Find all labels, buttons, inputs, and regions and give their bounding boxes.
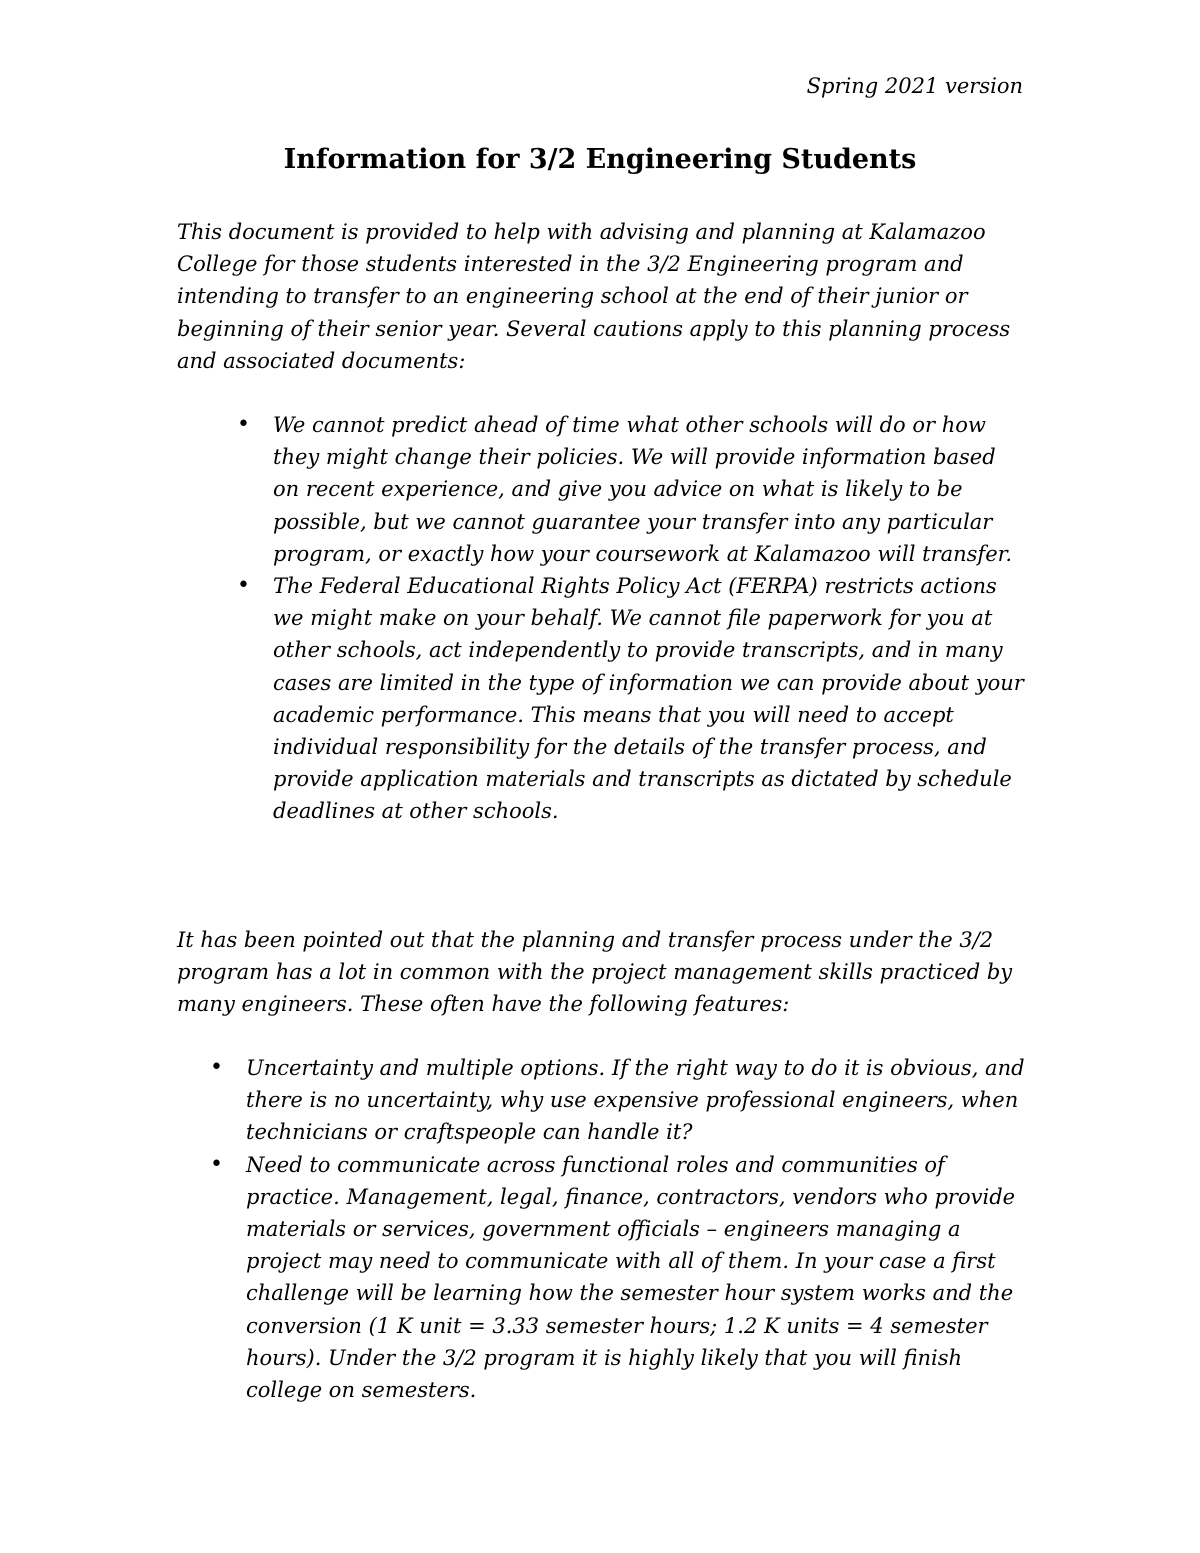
closing-paragraph: It has been pointed out that the planning and transfer process under the 3/2 program has a lot in common with the project management skills practiced by many engineers. These often have the following features:: [177, 928, 1013, 1017]
intro-paragraph: This document is provided to help with advising and planning at Kalamazoo College for those students interested in the 3/2 Engineering program and intending to transfer to an engineering school at the end of their junior or beginning of their senior year. Several cautions apply to this planning process and associated documents:: [177, 220, 1011, 373]
page-title: Information for 3/2 Engineering Students: [283, 144, 917, 175]
bullet-icon: •: [237, 412, 250, 437]
bullet-icon: •: [210, 1055, 223, 1080]
list-item: [237, 409, 1028, 570]
list-item: [237, 570, 1028, 828]
version-label: Spring 2021 version: [806, 74, 1023, 98]
cautions-list: [237, 409, 1028, 828]
bullet-icon: •: [237, 573, 250, 599]
list-item: [210, 1149, 1028, 1407]
list-item-text: Need to communicate across functional roles and communities of practice. Management, legal, finance, contractors, vendors who provide materials or services, government officials – engineers managing a project may need to communicate with all of them. In your case a first challenge will be learning how the semester hour system works and the conversion (1 K unit = 3.33 semester hours; 1.2 K units = 4 semester hours). Under the 3/2 program it is highly likely that you will finish college on semesters.: [246, 1152, 1016, 1403]
list-item-text: Uncertainty and multiple options. If the right way to do it is obvious, and there is no uncertainty, why use expensive professional engineers, when technicians or craftspeople can handle it?: [246, 1056, 1025, 1145]
list-item-text: The Federal Educational Rights Policy Act (FERPA) restricts actions we might make on your behalf. We cannot file paperwork for you at other schools, act independently to provide transcripts, and in many cases are limited in the type of information we can provide about your academic performance. This means that you will need to accept individual responsibility for the details of the transfer process, and provide application materials and transcripts as dictated by schedule deadlines at other schools.: [273, 574, 1024, 824]
bullet-icon: •: [210, 1151, 223, 1177]
features-list: [210, 1052, 1028, 1406]
list-item-text: We cannot predict ahead of time what other schools will do or how they might change their policies. We will provide information based on recent experience, and give you advice on what is likely to be possible, but we cannot guarantee your transfer into any particular program, or exactly how your coursework at Kalamazoo will transfer.: [273, 413, 1013, 566]
list-item: [210, 1052, 1028, 1149]
